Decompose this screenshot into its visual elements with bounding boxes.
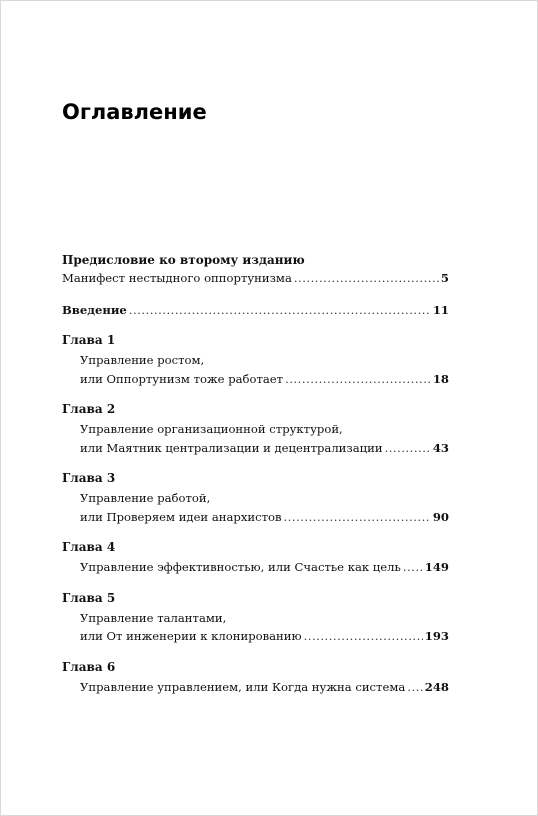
chapter-section-1 <box>62 331 449 388</box>
toc-entry-preface[interactable] <box>62 269 449 288</box>
chapter-section-2 <box>62 400 449 457</box>
dot-leader <box>129 301 431 320</box>
toc-entry-chapter-3[interactable] <box>62 489 449 526</box>
toc-entry-last-line <box>80 678 449 697</box>
chapter-label: Глава 3 <box>62 471 116 485</box>
dot-leader <box>403 558 423 577</box>
toc-entry-last-line <box>80 508 449 527</box>
toc-entry-chapter-5[interactable] <box>62 609 449 646</box>
dot-leader <box>294 269 439 288</box>
chapter-section-5 <box>62 589 449 646</box>
chapter-label: Глава 6 <box>62 659 116 674</box>
toc-entry-introduction[interactable] <box>62 301 449 320</box>
toc-entry-title-line: Управление управлением, или Когда нужна система <box>80 679 406 694</box>
toc-entry-chapter-6[interactable] <box>62 678 449 697</box>
toc-entry-last-line <box>80 370 449 389</box>
toc-entry-title-line: или От инженерии к клонированию <box>80 629 302 643</box>
toc-entry-title-line: Управление работой, <box>80 491 211 505</box>
toc-entry-chapter-2[interactable] <box>62 420 449 457</box>
dot-leader <box>285 370 431 389</box>
dot-leader <box>407 678 423 697</box>
toc-entry-title-line: Управление организационной структурой, <box>80 422 343 436</box>
toc-entry-chapter-1[interactable] <box>62 351 449 388</box>
toc-entry-last-line <box>80 558 449 577</box>
toc-entry-title-line: или Маятник централизации и децентрализации <box>80 440 383 455</box>
toc-page-number: 5 <box>440 271 449 285</box>
chapter-label: Глава 4 <box>62 540 116 554</box>
toc-entry-title-line: Управление талантами, <box>80 610 227 625</box>
dot-leader <box>385 439 431 458</box>
table-of-contents <box>62 251 449 696</box>
toc-entry-title-line: или Проверяем идеи анархистов <box>80 509 282 524</box>
toc-page-number: 149 <box>424 560 449 574</box>
toc-entry-title: Манифест нестыдного оппортунизма <box>62 271 292 285</box>
preface-section <box>62 251 449 288</box>
toc-page-number: 90 <box>432 509 449 524</box>
toc-page-number: 11 <box>432 302 449 317</box>
chapter-section-3 <box>62 469 449 526</box>
toc-page-number: 18 <box>432 371 449 386</box>
chapter-label: Глава 5 <box>62 590 116 605</box>
toc-page-number: 43 <box>432 440 449 455</box>
toc-entry-last-line <box>80 627 449 646</box>
toc-page-number: 248 <box>424 679 449 694</box>
toc-entry-chapter-4[interactable] <box>62 558 449 577</box>
toc-entry-last-line <box>80 439 449 458</box>
chapter-section-4 <box>62 538 449 577</box>
chapter-section-6 <box>62 658 449 697</box>
chapter-label: Глава 1 <box>62 333 116 347</box>
toc-entry-title: Введение <box>62 302 127 317</box>
dot-leader <box>284 508 431 527</box>
dot-leader <box>304 627 423 646</box>
page-title: Оглавление <box>62 100 207 124</box>
toc-page-number: 193 <box>424 629 449 643</box>
chapter-label: Глава 2 <box>62 402 116 416</box>
toc-entry-title-line: Управление ростом, <box>80 353 205 367</box>
preface-heading: Предисловие ко второму изданию <box>62 253 305 267</box>
introduction-section <box>62 301 449 320</box>
toc-entry-title-line: Управление эффективностью, или Счастье как цель <box>80 560 401 574</box>
toc-entry-title-line: или Оппортунизм тоже работает <box>80 371 284 386</box>
